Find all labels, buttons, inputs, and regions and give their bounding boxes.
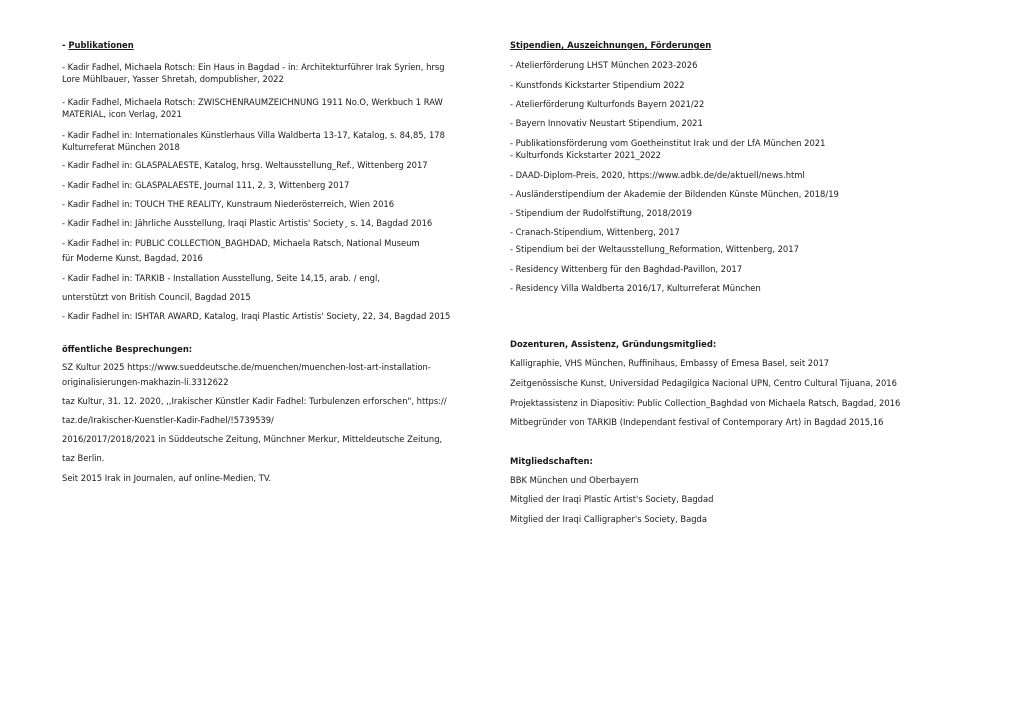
award-4: - Bayern Innovativ Neustart Stipendium, 2021 bbox=[510, 118, 703, 128]
teaching-heading: Dozenturen, Assistenz, Gründungsmitglied: bbox=[510, 339, 717, 349]
membership-1: BBK München und Oberbayern bbox=[510, 475, 639, 485]
review-line-4: taz.de/Irakischer-Kuenstler-Kadir-Fadhel/!5739539/ bbox=[62, 415, 274, 425]
publications-heading bbox=[62, 40, 134, 52]
pub-7: - Kadir Fadhel in: Jährliche Ausstellung, Iraqi Plastic Artistis' Society¸ s. 14, Bagdad 2016 bbox=[62, 218, 433, 228]
publications-heading-text: Publikationen bbox=[68, 40, 134, 50]
award-9: - Stipendium der Rudolfstiftung, 2018/2019 bbox=[510, 208, 692, 218]
review-line-5: 2016/2017/2018/2021 in Süddeutsche Zeitung, Münchner Merkur, Mitteldeutsche Zeitung, bbox=[62, 434, 443, 444]
award-5: - Publikationsförderung vom Goetheinstitut Irak und der LfA München 2021 bbox=[510, 138, 826, 148]
award-13: - Residency Villa Waldberta 2016/17, Kulturreferat München bbox=[510, 283, 761, 293]
pub-8-line-2: für Moderne Kunst, Bagdad, 2016 bbox=[62, 253, 203, 263]
teaching-4: Mitbegründer von TARKIB (Independant festival of Contemporary Art) in Bagdad 2015,16 bbox=[510, 417, 884, 427]
heading-prefix: - bbox=[62, 40, 69, 50]
pub-3-line-1: - Kadir Fadhel in: Internationales Künstlerhaus Villa Waldberta 13-17, Katalog, s. 84,85, 178 bbox=[62, 130, 445, 140]
teaching-2: Zeitgenössische Kunst, Universidad Pedagilgica Nacional UPN, Centro Cultural Tijuana, 2016 bbox=[510, 378, 897, 388]
award-12: - Residency Wittenberg für den Baghdad-Pavillon, 2017 bbox=[510, 264, 743, 274]
award-3: - Atelierförderung Kulturfonds Bayern 2021/22 bbox=[510, 99, 705, 109]
award-6: - Kulturfonds Kickstarter 2021_2022 bbox=[510, 150, 662, 160]
review-line-1: SZ Kultur 2025 https://www.sueddeutsche.de/muenchen/muenchen-lost-art-installation- bbox=[62, 362, 431, 372]
pub-10: - Kadir Fadhel in: ISHTAR AWARD, Katalog, Iraqi Plastic Artistis' Society, 22, 34, Bagdad 2015 bbox=[62, 311, 451, 321]
pub-2-line-2: MATERIAL, icon Verlag, 2021 bbox=[62, 109, 182, 119]
pub-5: - Kadir Fadhel in: GLASPALAESTE, Journal 111, 2, 3, Wittenberg 2017 bbox=[62, 180, 350, 190]
review-line-6: taz Berlin. bbox=[62, 453, 105, 463]
reviews-heading: öffentliche Besprechungen: bbox=[62, 344, 193, 354]
pub-4: - Kadir Fadhel in: GLASPALAESTE, Katalog, hrsg. Weltausstellung_Ref., Wittenberg 2017 bbox=[62, 160, 428, 170]
award-1: - Atelierförderung LHST München 2023-2026 bbox=[510, 60, 698, 70]
pub-6: - Kadir Fadhel in: TOUCH THE REALITY, Kunstraum Niederösterreich, Wien 2016 bbox=[62, 199, 395, 209]
review-line-3: taz Kultur, 31. 12. 2020, ,,Irakischer Künstler Kadir Fadhel: Turbulenzen erforschen", https:// bbox=[62, 396, 447, 406]
pub-2-line-1: - Kadir Fadhel, Michaela Rotsch: ZWISCHENRAUMZEICHNUNG 1911 No.O, Werkbuch 1 RAW bbox=[62, 97, 443, 107]
award-11: - Stipendium bei der Weltausstellung_Reformation, Wittenberg, 2017 bbox=[510, 244, 799, 254]
membership-2: Mitglied der Iraqi Plastic Artist's Society, Bagdad bbox=[510, 494, 714, 504]
awards-heading: Stipendien, Auszeichnungen, Förderungen bbox=[510, 40, 712, 50]
memberships-heading: Mitgliedschaften: bbox=[510, 456, 593, 466]
membership-3: Mitglied der Iraqi Calligrapher's Society, Bagda bbox=[510, 514, 707, 524]
pub-3-line-2: Kulturreferat München 2018 bbox=[62, 142, 180, 152]
award-10: - Cranach-Stipendium, Wittenberg, 2017 bbox=[510, 227, 680, 237]
pub-1-line-1: - Kadir Fadhel, Michaela Rotsch: Ein Haus in Bagdad - in: Architekturführer Irak Syrien, hrsg bbox=[62, 62, 445, 72]
pub-9-line-1: - Kadir Fadhel in: TARKIB - Installation Ausstellung, Seite 14,15, arab. / engl, bbox=[62, 273, 380, 283]
pub-1-line-2: Lore Mühlbauer, Yasser Shretah, dompublisher, 2022 bbox=[62, 74, 284, 84]
teaching-3: Projektassistenz in Diapositiv: Public Collection_Baghdad von Michaela Ratsch, Bagdad, 2016 bbox=[510, 398, 901, 408]
pub-9-line-2: unterstützt von British Council, Bagdad 2015 bbox=[62, 292, 251, 302]
award-2: - Kunstfonds Kickstarter Stipendium 2022 bbox=[510, 80, 685, 90]
pub-8-line-1: - Kadir Fadhel in: PUBLIC COLLECTION_BAGHDAD, Michaela Ratsch, National Museum bbox=[62, 238, 420, 248]
review-line-7: Seit 2015 Irak in Journalen, auf online-Medien, TV. bbox=[62, 473, 272, 483]
review-line-2: originalisierungen-makhazin-li.3312622 bbox=[62, 377, 229, 387]
award-7: - DAAD-Diplom-Preis, 2020, https://www.adbk.de/de/aktuell/news.html bbox=[510, 170, 805, 180]
teaching-1: Kalligraphie, VHS München, Ruffinihaus, Embassy of Emesa Basel, seit 2017 bbox=[510, 358, 830, 368]
award-8: - Ausländerstipendium der Akademie der Bildenden Künste München, 2018/19 bbox=[510, 189, 839, 199]
